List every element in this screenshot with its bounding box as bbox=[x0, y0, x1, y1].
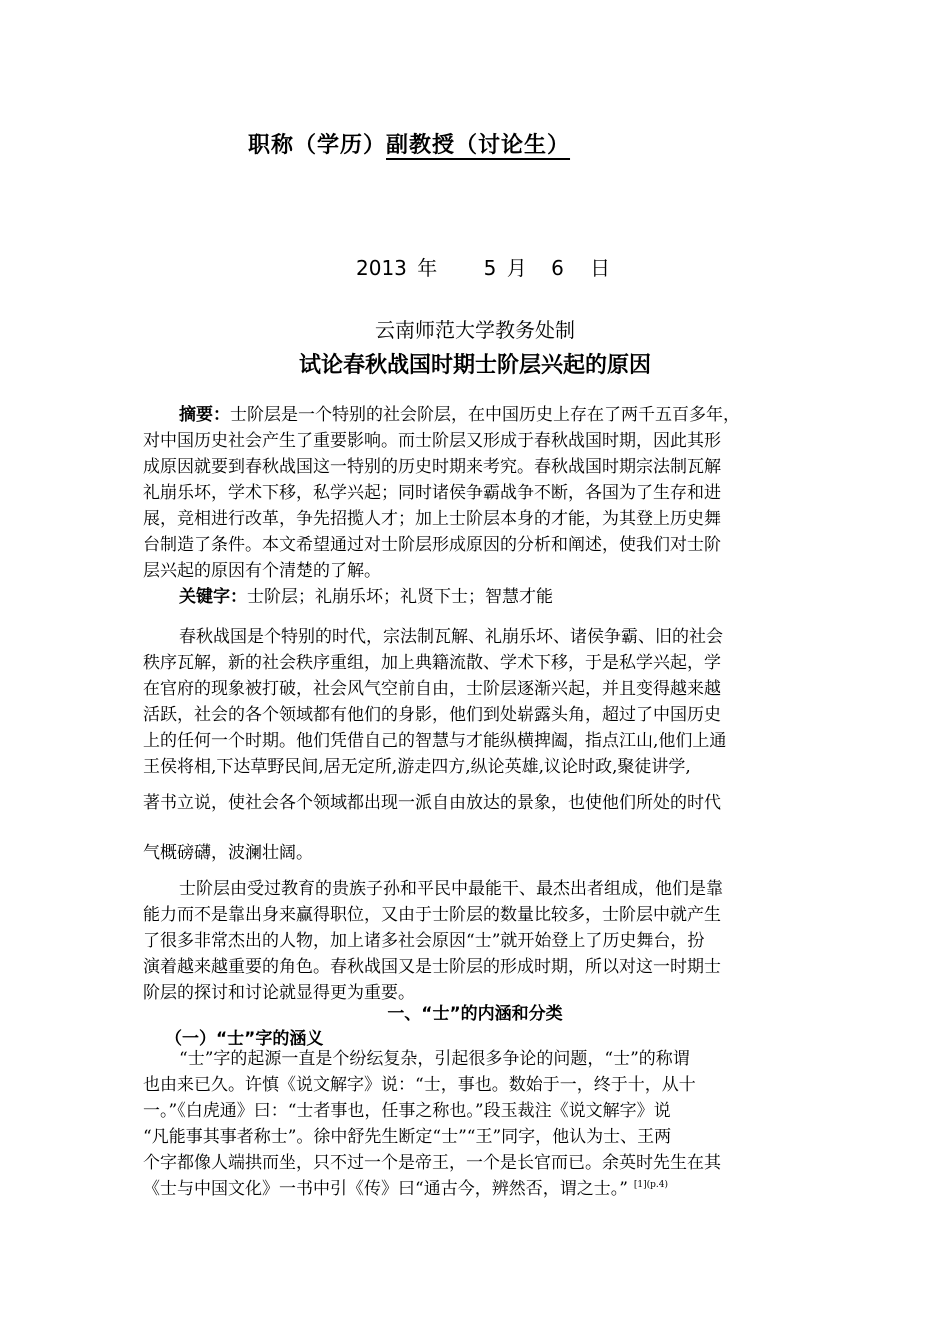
body-line: 在官府的现象被打破，社会风气空前自由，士阶层逐渐兴起，并且变得越来越 bbox=[143, 679, 721, 699]
rank-line bbox=[248, 128, 660, 159]
abstract-label: 摘要： bbox=[179, 405, 230, 425]
paper-title: 试论春秋战国时期士阶层兴起的原因 bbox=[298, 353, 651, 378]
body-line: “士”字的起源一直是个纷纭复杂，引起很多争论的问题，“士”的称谓 bbox=[179, 1049, 690, 1069]
body-line: “凡能事其事者称士”。徐中舒先生断定“士”“王”同字，他认为士、王两 bbox=[143, 1127, 672, 1147]
body-line: 著书立说，使社会各个领域都出现一派自由放达的景象，也使他们所处的时代 bbox=[143, 793, 721, 813]
body-paragraph-3 bbox=[143, 1046, 813, 1202]
body-line: 秩序瓦解，新的社会秩序重组，加上典籍流散、学术下移，于是私学兴起，学 bbox=[143, 653, 721, 673]
body-line: 一。”《白虎通》曰：“士者事也，任事之称也。”段玉裁注《说文解字》说 bbox=[143, 1101, 671, 1121]
date-line bbox=[356, 252, 610, 281]
body-line: 活跃，社会的各个领域都有他们的身影，他们到处崭露头角，超过了中国历史 bbox=[143, 705, 721, 725]
body-line: 了很多非常杰出的人物，加上诸多社会原因“士”就开始登上了历史舞台，扮 bbox=[143, 931, 705, 951]
abstract-line: 台制造了条件。本文希望通过对士阶层形成原因的分析和阐述，使我们对士阶 bbox=[143, 535, 721, 555]
abstract-line: 层兴起的原因有个清楚的了解。 bbox=[143, 561, 381, 581]
body-line: 士阶层由受过教育的贵族子孙和平民中最能干、最杰出者组成，他们是靠 bbox=[179, 879, 723, 899]
issuing-office: 云南师范大学教务处制 bbox=[375, 318, 575, 342]
section-heading: 一、“士”的内涵和分类 bbox=[387, 1004, 563, 1024]
date-day-unit: 日 bbox=[590, 256, 611, 280]
body-paragraph-1 bbox=[143, 624, 813, 780]
rank-label: 职称（学历） bbox=[248, 133, 387, 158]
body-line: 能力而不是靠出身来赢得职位，又由于士阶层的数量比较多，士阶层中就产生 bbox=[143, 905, 721, 925]
body-line-last: 《士与中国文化》一书中引《传》曰“通古今，辨然否，谓之士。” $^{[1](p.4)}$ bbox=[143, 1179, 669, 1199]
abstract-line: 对中国历史社会产生了重要影响。而士阶层又形成于春秋战国时期，因此其形 bbox=[143, 431, 721, 451]
keywords-text: 士阶层；礼崩乐坏；礼贤下士；智慧才能 bbox=[247, 587, 553, 607]
rank-value: 副教授（讨论生） bbox=[386, 133, 571, 158]
body-line: 春秋战国是个特别的时代，宗法制瓦解、礼崩乐坏、诸侯争霸、旧的社会 bbox=[179, 627, 723, 647]
body-line: 个字都像人端拱而坐，只不过一个是帝王，一个是长官而已。余英时先生在其 bbox=[143, 1153, 721, 1173]
abstract bbox=[143, 402, 813, 610]
date-year: 2013 bbox=[356, 256, 407, 280]
date-day: 6 bbox=[551, 256, 564, 280]
keywords-label: 关键字： bbox=[179, 587, 247, 607]
date-month: 5 bbox=[483, 256, 497, 280]
abstract-line: 成原因就要到春秋战国这一特别的历史时期来考究。春秋战国时期宗法制瓦解 bbox=[143, 457, 721, 477]
abstract-line-1: 摘要：士阶层是一个特别的社会阶层，在中国历史上存在了两千五百多年， bbox=[179, 405, 740, 425]
body-paragraph-2 bbox=[143, 876, 813, 1006]
body-line: 上的任何一个时期。他们凭借自己的智慧与才能纵横捭阖，指点江山,他们上通 bbox=[143, 731, 727, 751]
abstract-line: 礼崩乐坏，学术下移，私学兴起；同时诸侯争霸战争不断，各国为了生存和进 bbox=[143, 483, 721, 503]
abstract-line: 展，竞相进行改革，争先招揽人才；加上士阶层本身的才能，为其登上历史舞 bbox=[143, 509, 721, 529]
body-line: 也由来已久。许慎《说文解字》说：“士，事也。数始于一，终于十，从十 bbox=[143, 1075, 696, 1095]
keywords bbox=[143, 584, 813, 610]
subsection-heading: （一）“士”字的涵义 bbox=[165, 1029, 324, 1049]
date-year-unit: 年 bbox=[417, 256, 438, 280]
date-month-unit: 月 bbox=[506, 256, 527, 280]
body-line: 阶层的探讨和讨论就显得更为重要。 bbox=[143, 983, 415, 1003]
body-line: 演着越来越重要的角色。春秋战国又是士阶层的形成时期，所以对这一时期士 bbox=[143, 957, 721, 977]
body-line: 王侯将相,下达草野民间,居无定所,游走四方,纵论英雄,议论时政,聚徒讲学, bbox=[143, 757, 691, 777]
body-line: 气概磅礴，波澜壮阔。 bbox=[143, 843, 313, 863]
citation: [1](p.4) bbox=[633, 1180, 669, 1190]
